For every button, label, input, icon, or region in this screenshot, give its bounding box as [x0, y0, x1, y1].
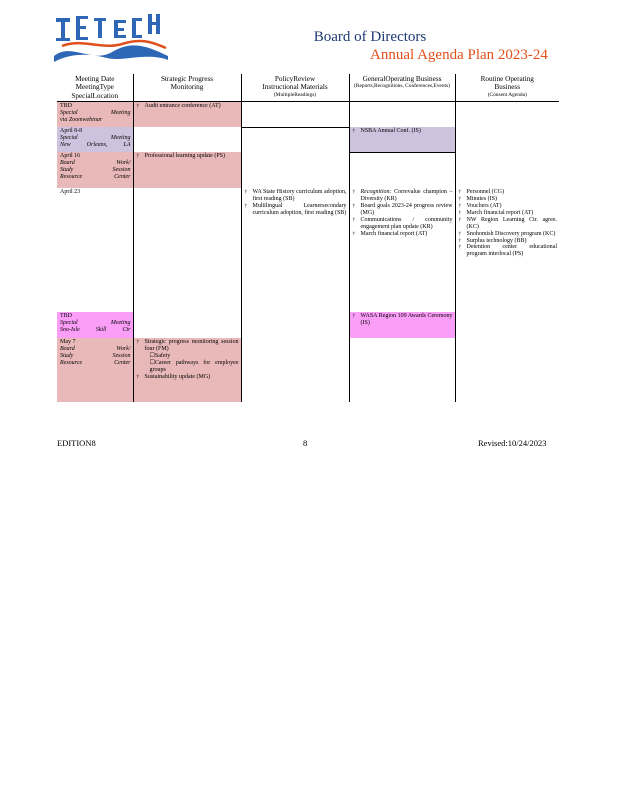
routine-cell [455, 101, 559, 127]
policy-cell [241, 188, 349, 312]
list-item: † Recognition: Correvalue champion –Diversity (KR) [353, 189, 453, 203]
table-row [57, 312, 559, 338]
general-cell [349, 101, 455, 127]
policy-cell [241, 312, 349, 338]
page-title: Board of Directors [313, 29, 427, 45]
checkbox-item: ☐Safety [149, 353, 171, 360]
meeting-cell: April 8-8 Special Meeting New Orleans, LA [57, 127, 133, 152]
column-header-strategic: Strategic Progress Monitoring [133, 74, 241, 101]
strategic-cell [133, 188, 241, 312]
routine-cell [455, 312, 559, 338]
list-item: † Detention center educational program interlocal (PS) [459, 244, 558, 258]
footer-revised-date: Revised:10/24/2023 [478, 438, 547, 448]
column-header-policy: PolicyReview Instructional Materials (MultipleReadings) [241, 74, 349, 101]
general-cell [349, 127, 455, 152]
strategic-cell [133, 127, 241, 152]
list-item: † March financial report (AT) [353, 231, 453, 238]
list-item: † March financial report (AT) [459, 210, 558, 217]
meeting-cell: TBD Special Meeting via Zoomwebinar [57, 101, 133, 127]
strategic-cell [133, 338, 241, 402]
routine-cell [455, 127, 559, 152]
routine-cell [455, 338, 559, 402]
meeting-cell: May 7 Board Work/ Study Session Resource Center [57, 338, 133, 402]
strategic-cell [133, 101, 241, 127]
list-item: † Multilingual Learnersecondary curriculum adoption, first reading (SB) [245, 203, 347, 217]
list-item: † Strategic progress monitoring session four (FM) ☐Safety ☐Career pathways for employee groups [137, 339, 239, 373]
footer-page-number: 8 [303, 438, 308, 448]
table-row [57, 127, 559, 152]
column-header-routine: Routine Operating Business (Consent Agenda) [455, 74, 559, 101]
list-item: † Minutes (IS) [459, 196, 558, 203]
checkbox-item: ☐Career pathways for employee groups [149, 360, 239, 373]
list-item: † Professional learning update (PS) [137, 153, 239, 160]
meeting-cell: April 16 Board Work/ Study Session Resource Center [57, 152, 133, 188]
column-header-general: GeneralOperating Business (Reports,Recognitions, Conferences,Events) [349, 74, 455, 101]
policy-cell [241, 152, 349, 188]
general-cell [349, 312, 455, 338]
list-item: † Snohomish Discovery program (KC) [459, 231, 558, 238]
meeting-cell: TBD Special Meeting Sno-Isle Skill Ctr [57, 312, 133, 338]
list-item: † Board goals 2023-24 progress review (MG) [353, 203, 453, 217]
routine-cell [455, 152, 559, 188]
list-item: † WASA Region 109 Awards Ceremony (IS) [353, 313, 453, 327]
general-cell [349, 152, 455, 188]
general-cell [349, 188, 455, 312]
meeting-cell: April 23 [60, 189, 81, 196]
list-item: † Audit entrance conference (AT) [137, 103, 239, 110]
column-header-meeting: Meeting Date MeetingType SpecialLocation [57, 74, 133, 101]
list-item: † Personnel (CG) [459, 189, 558, 196]
table-row [57, 188, 559, 312]
strategic-cell [133, 312, 241, 338]
list-item: † NSBA Annual Conf. (IS) [353, 128, 453, 135]
list-item: † Sustainability update (MG) [137, 374, 239, 381]
list-item: † Communications / community engagement plan update (KR) [353, 217, 453, 231]
table-header-row [57, 74, 559, 101]
general-cell [349, 338, 455, 402]
page-subtitle: Annual Agenda Plan 2023-24 [370, 47, 548, 63]
list-item: † NW Region Learning Ctr. agree. (KC) [459, 217, 558, 231]
table-row [57, 101, 559, 127]
routine-cell [455, 188, 559, 312]
footer-edition: EDITION8 [57, 438, 96, 448]
list-item: † Vouchers (AT) [459, 203, 558, 210]
policy-cell [241, 338, 349, 402]
district-logo [52, 12, 170, 68]
list-item: † WA State History curriculum adoption, first reading (SB) [245, 189, 347, 203]
policy-cell [241, 127, 349, 152]
table-row [57, 338, 559, 402]
table-row [57, 152, 559, 188]
strategic-cell [133, 152, 241, 188]
agenda-table [57, 74, 559, 402]
policy-cell [241, 101, 349, 127]
list-item: † Surplus technology (BB) [459, 238, 558, 245]
